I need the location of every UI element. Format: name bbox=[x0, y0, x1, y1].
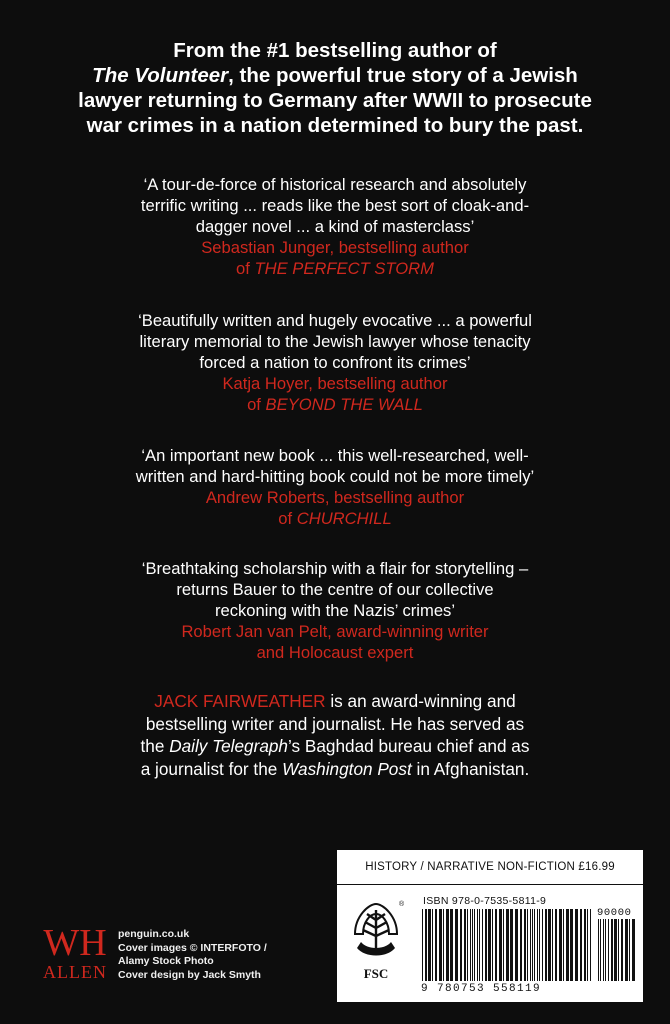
barcode-bar bbox=[532, 909, 533, 981]
barcode-bar bbox=[537, 909, 538, 981]
barcode-bar bbox=[580, 909, 582, 981]
barcode-bar bbox=[506, 909, 509, 981]
quote-line: ‘A tour-de-force of historical research and absolutely bbox=[143, 175, 527, 194]
barcode-bar bbox=[439, 909, 442, 981]
barcode-bar bbox=[621, 919, 623, 981]
barcode-bar bbox=[618, 919, 619, 981]
barcode-bar bbox=[479, 909, 480, 981]
ean-barcode bbox=[420, 909, 638, 983]
quote-line: terrific writing ... reads like the best sort of cloak-and- bbox=[140, 196, 530, 215]
about-line bbox=[40, 690, 630, 713]
barcode-bar bbox=[488, 909, 491, 981]
book-title-the-volunteer: The Volunteer bbox=[92, 64, 229, 87]
barcode-bar bbox=[460, 909, 462, 981]
attribution-work bbox=[60, 258, 610, 279]
barcode-bar bbox=[495, 909, 497, 981]
barcode-bar bbox=[548, 909, 551, 981]
back-cover-blurb bbox=[40, 38, 630, 138]
isbn-text: ISBN 978-0-7535-5811-9 bbox=[423, 895, 547, 907]
attribution-work bbox=[60, 508, 610, 529]
price-code: 90000 bbox=[597, 907, 632, 919]
review-quote bbox=[60, 558, 610, 663]
about-the-author bbox=[40, 690, 630, 780]
quote-text bbox=[60, 310, 610, 373]
logo-wh: WH bbox=[43, 922, 107, 964]
quote-line: ‘An important new book ... this well-researched, well- bbox=[141, 446, 529, 465]
attribution-work-prefix: of bbox=[247, 395, 266, 414]
attribution-work-title: CHURCHILL bbox=[296, 509, 392, 528]
barcode-bar bbox=[625, 919, 628, 981]
barcode-bar bbox=[559, 909, 562, 981]
barcode-bar bbox=[477, 909, 478, 981]
barcode-bar bbox=[555, 909, 557, 981]
publication-name: Washington Post bbox=[282, 758, 412, 779]
barcode-bar bbox=[524, 909, 526, 981]
barcode-bar bbox=[515, 909, 518, 981]
publisher-url: penguin.co.uk bbox=[118, 928, 190, 940]
about-line: bestselling writer and journalist. He has served as bbox=[145, 713, 525, 734]
barcode-bar bbox=[446, 909, 449, 981]
barcode-bar bbox=[472, 909, 473, 981]
barcode-bar bbox=[470, 909, 471, 981]
barcode-bar bbox=[632, 919, 635, 981]
barcode-bar bbox=[467, 909, 468, 981]
barcode-bar bbox=[422, 909, 423, 981]
barcode-bar bbox=[603, 919, 604, 981]
barcode-bar bbox=[587, 909, 588, 981]
barcode-bar bbox=[503, 909, 504, 981]
about-text: the bbox=[140, 736, 170, 756]
barcode-bar bbox=[563, 909, 564, 981]
barcode-bar bbox=[608, 919, 609, 981]
about-text: a journalist for the bbox=[140, 758, 283, 779]
quote-line: dagger novel ... a kind of masterclass’ bbox=[195, 217, 475, 236]
barcode-bar bbox=[450, 909, 453, 981]
fsc-tree-logo-icon bbox=[345, 894, 407, 966]
about-text: is an award-winning and bbox=[325, 691, 516, 711]
blurb-line: lawyer returning to Germany after WWII to prosecute bbox=[78, 89, 592, 112]
wh-allen-logo bbox=[42, 924, 112, 986]
barcode-bar bbox=[614, 919, 617, 981]
barcode-bar bbox=[527, 909, 528, 981]
blurb-line: From the #1 bestselling author of bbox=[173, 39, 497, 62]
logo-allen: ALLEN bbox=[43, 962, 107, 982]
barcode-bar bbox=[455, 909, 458, 981]
quote-line: forced a nation to confront its crimes’ bbox=[199, 353, 471, 372]
barcode-bar bbox=[510, 909, 513, 981]
barcode-bar bbox=[428, 909, 431, 981]
barcode-bar bbox=[435, 909, 437, 981]
barcode-bar bbox=[539, 909, 540, 981]
credit-line: Cover images © INTERFOTO / bbox=[118, 941, 267, 954]
registered-mark: ® bbox=[399, 901, 405, 908]
review-quote bbox=[60, 310, 610, 415]
barcode-bar bbox=[552, 909, 553, 981]
quote-attribution bbox=[60, 237, 610, 279]
author-name: JACK FAIRWEATHER bbox=[154, 691, 326, 711]
barcode-panel bbox=[337, 850, 643, 1002]
blurb-line: war crimes in a nation determined to bury the past. bbox=[86, 114, 584, 137]
barcode-bar bbox=[570, 909, 573, 981]
attribution-work-prefix: of bbox=[278, 509, 297, 528]
attribution-work bbox=[60, 394, 610, 415]
publication-name: Daily Telegraph bbox=[169, 736, 288, 756]
credit-line: Cover design by Jack Smyth bbox=[118, 968, 261, 981]
credit-line: Alamy Stock Photo bbox=[118, 955, 214, 967]
quote-line: ‘Beautifully written and hugely evocative ... a powerful bbox=[138, 311, 532, 330]
about-line bbox=[40, 758, 630, 781]
attribution-author: Sebastian Junger, bestselling author bbox=[201, 238, 469, 257]
review-quote bbox=[60, 174, 610, 279]
barcode-bar bbox=[485, 909, 487, 981]
barcode-bar bbox=[598, 919, 599, 981]
quote-text bbox=[60, 558, 610, 621]
attribution-work-title: BEYOND THE WALL bbox=[265, 395, 423, 414]
attribution-work-title: and Holocaust expert bbox=[256, 643, 414, 662]
about-line bbox=[40, 735, 630, 758]
quote-line: written and hard-hitting book could not be more timely’ bbox=[135, 467, 535, 486]
barcode-bar bbox=[443, 909, 444, 981]
fsc-tree-icon bbox=[345, 894, 407, 992]
quote-line: literary memorial to the Jewish lawyer whose tenacity bbox=[139, 332, 531, 351]
attribution-work-title: THE PERFECT STORM bbox=[254, 259, 434, 278]
barcode-bar bbox=[482, 909, 483, 981]
barcode-bar bbox=[575, 909, 578, 981]
barcode-bar bbox=[605, 919, 606, 981]
barcode-bar bbox=[425, 909, 427, 981]
attribution-work bbox=[60, 642, 610, 663]
barcode-bar bbox=[432, 909, 433, 981]
cover-credits bbox=[118, 928, 308, 982]
quote-attribution bbox=[60, 373, 610, 415]
barcode-bar bbox=[629, 919, 630, 981]
blurb-line-rest: , the powerful true story of a Jewish bbox=[228, 64, 578, 87]
about-text: in Afghanistan. bbox=[411, 758, 530, 779]
quote-line: ‘Breathtaking scholarship with a flair for storytelling – bbox=[141, 559, 529, 578]
quote-line: returns Bauer to the centre of our collective bbox=[176, 580, 494, 599]
fsc-label: FSC bbox=[363, 966, 389, 981]
barcode-bar bbox=[464, 909, 466, 981]
barcode-bar bbox=[566, 909, 569, 981]
quote-text bbox=[60, 445, 610, 487]
attribution-author: Robert Jan van Pelt, award-winning writer bbox=[181, 622, 489, 641]
barcode-bar bbox=[584, 909, 586, 981]
quote-attribution bbox=[60, 621, 610, 663]
review-quote bbox=[60, 445, 610, 529]
barcode-bar bbox=[499, 909, 502, 981]
quote-line: reckoning with the Nazis’ crimes’ bbox=[214, 601, 456, 620]
ean-digits: 9 780753 558119 bbox=[421, 983, 542, 995]
barcode-bar bbox=[600, 919, 601, 981]
quote-attribution bbox=[60, 487, 610, 529]
barcode-bar bbox=[520, 909, 522, 981]
attribution-author: Katja Hoyer, bestselling author bbox=[222, 374, 448, 393]
blurb-line bbox=[40, 63, 630, 88]
barcode-bar bbox=[545, 909, 547, 981]
barcode-bar bbox=[611, 919, 613, 981]
attribution-work-prefix: of bbox=[236, 259, 255, 278]
barcode-bar bbox=[474, 909, 475, 981]
category-price: HISTORY / NARRATIVE NON-FICTION £16.99 bbox=[337, 850, 643, 885]
quote-text bbox=[60, 174, 610, 237]
barcode-bar bbox=[534, 909, 535, 981]
attribution-author: Andrew Roberts, bestselling author bbox=[205, 488, 465, 507]
barcode-bar bbox=[590, 909, 591, 981]
about-text: ’s Baghdad bureau chief and as bbox=[288, 736, 530, 756]
barcode-bar bbox=[542, 909, 543, 981]
barcode-bar bbox=[492, 909, 493, 981]
barcode-bar bbox=[530, 909, 531, 981]
